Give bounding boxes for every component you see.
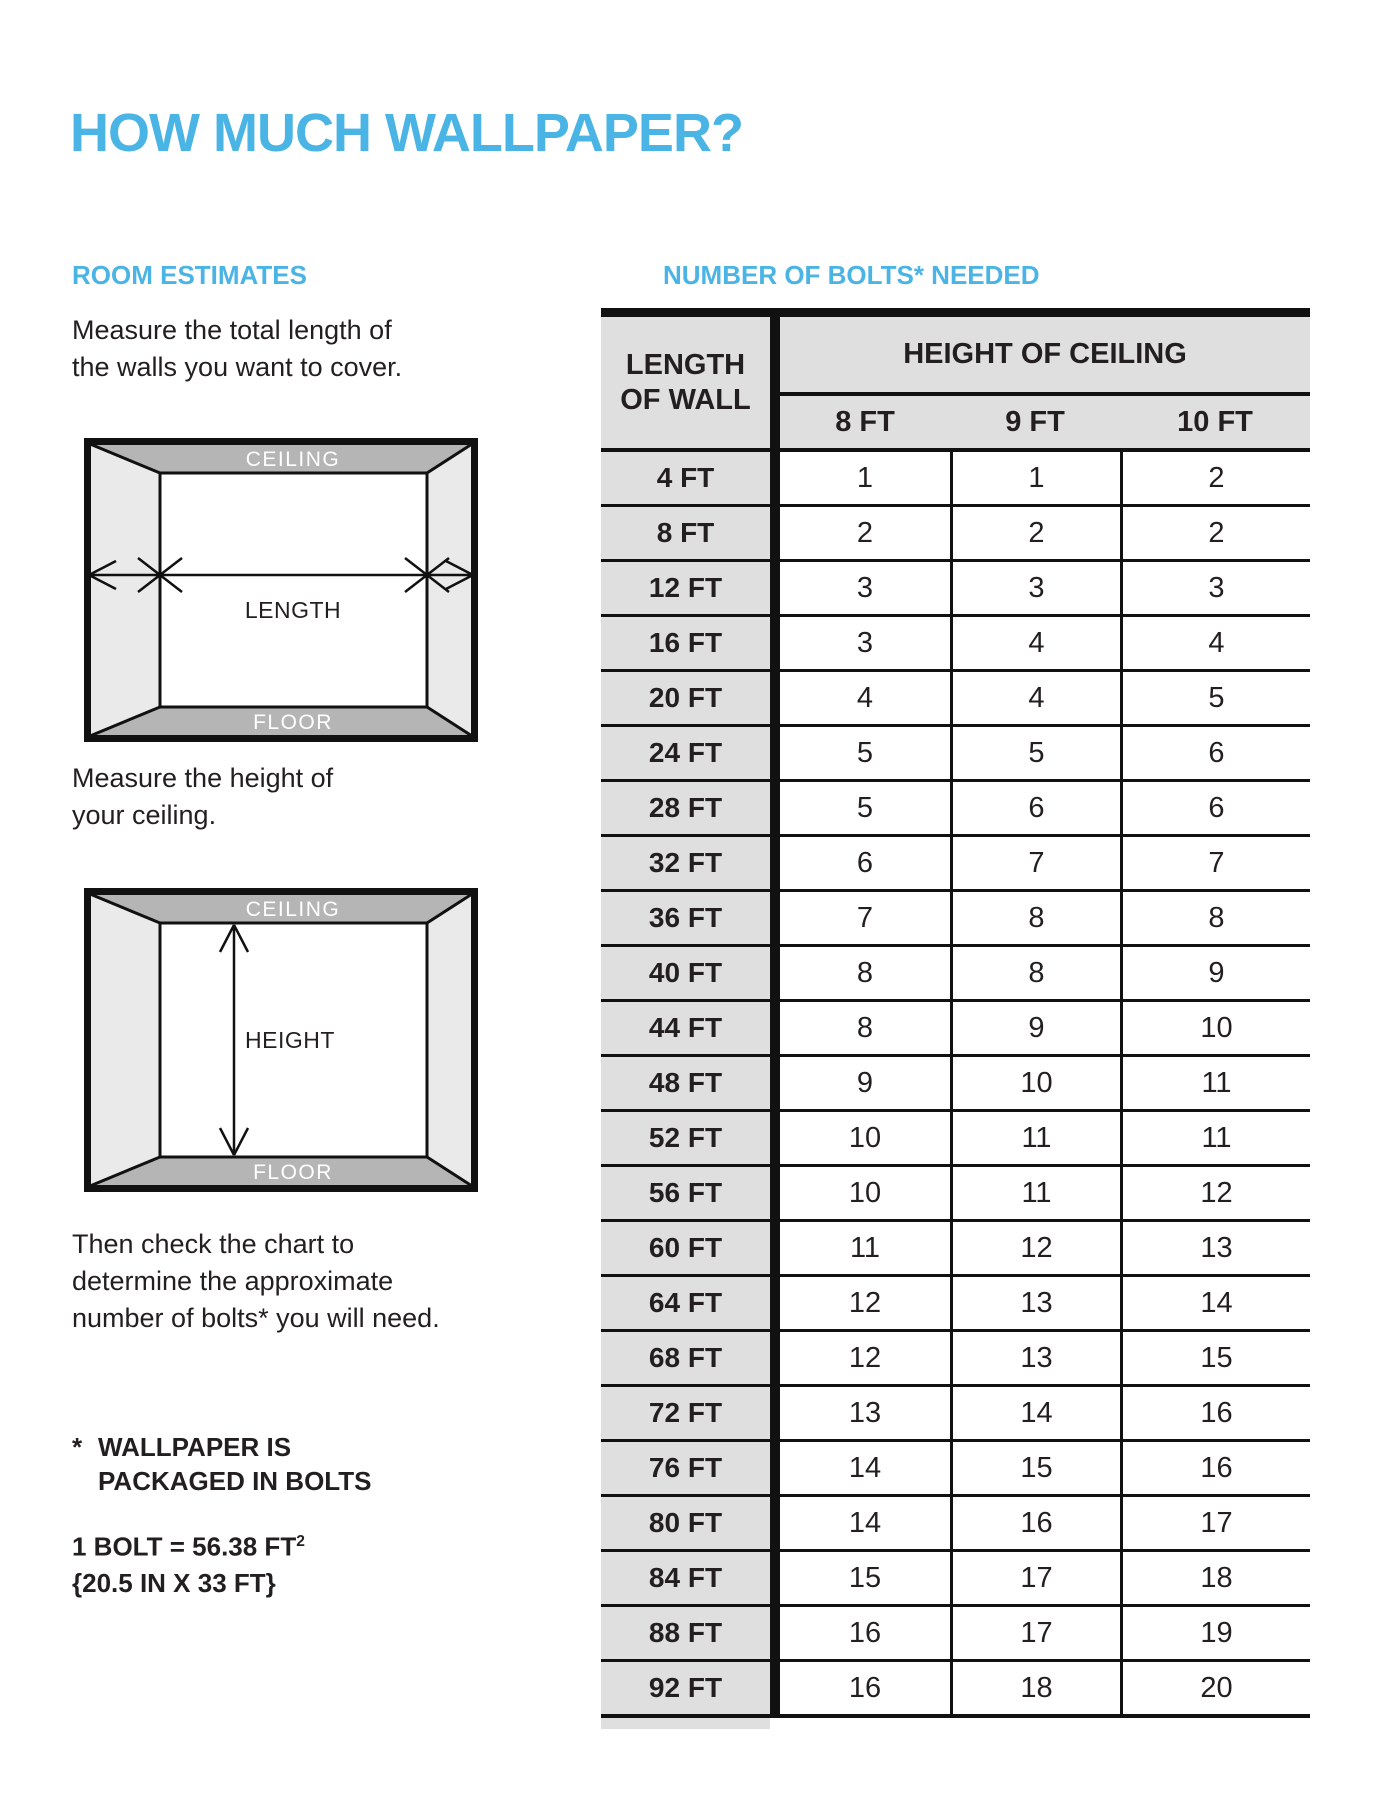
bolts-value-cell: 2 [950, 507, 1120, 559]
bolts-value-cell: 4 [1120, 617, 1310, 669]
room-estimates-heading: ROOM ESTIMATES [72, 260, 307, 290]
bolt-size-info [72, 1524, 305, 1601]
bolts-value-cell: 9 [950, 1002, 1120, 1054]
wall-length-cell: 76 FT [601, 1442, 770, 1494]
bolts-value-cell: 7 [950, 837, 1120, 889]
bolts-value-cell: 16 [780, 1607, 950, 1659]
bolts-value-cell: 4 [950, 617, 1120, 669]
wall-length-cell: 16 FT [601, 617, 770, 669]
wall-length-cell: 40 FT [601, 947, 770, 999]
wall-length-cell: 20 FT [601, 672, 770, 724]
paragraph-line: Measure the total length of [72, 315, 392, 345]
bolts-value-cell: 11 [780, 1222, 950, 1274]
wall-length-cell: 60 FT [601, 1222, 770, 1274]
bolts-value-cell: 13 [950, 1332, 1120, 1384]
bolts-value-cell: 8 [950, 892, 1120, 944]
bolts-value-cell: 16 [1120, 1442, 1310, 1494]
row-header-cell [601, 317, 770, 448]
bolts-value-cell: 6 [1120, 782, 1310, 834]
bolts-value-cell: 4 [950, 672, 1120, 724]
table-row [601, 1607, 1310, 1662]
table-row [601, 1442, 1310, 1497]
right-wall [427, 894, 472, 1186]
wall-length-cell: 72 FT [601, 1387, 770, 1439]
bolts-value-cell: 13 [1120, 1222, 1310, 1274]
row-header-line: LENGTH [625, 348, 746, 381]
column-divider [770, 1442, 780, 1494]
bolts-value-cell: 5 [1120, 672, 1310, 724]
bolts-value-cell: 18 [1120, 1552, 1310, 1604]
bolts-value-cell: 14 [950, 1387, 1120, 1439]
column-headers [780, 317, 1310, 448]
bolts-value-cell: 2 [780, 507, 950, 559]
bolts-needed-heading: NUMBER OF BOLTS* NEEDED [663, 260, 1040, 290]
page-title: HOW MUCH WALLPAPER? [70, 103, 743, 164]
column-divider [770, 727, 780, 779]
right-wall [427, 444, 472, 736]
bolts-value-cell: 8 [1120, 892, 1310, 944]
bolts-value-cell: 9 [780, 1057, 950, 1109]
wall-length-cell: 32 FT [601, 837, 770, 889]
table-body [601, 452, 1310, 1714]
bolts-value-cell: 14 [1120, 1277, 1310, 1329]
bolts-value-cell: 16 [950, 1497, 1120, 1549]
column-group-header: HEIGHT OF CEILING [780, 317, 1310, 392]
paragraph-line: number of bolts* you will need. [72, 1303, 440, 1333]
footnote-asterisk: * [72, 1432, 83, 1462]
wall-length-cell: 28 FT [601, 782, 770, 834]
wall-length-cell: 48 FT [601, 1057, 770, 1109]
left-wall [90, 894, 160, 1186]
bolts-value-cell: 10 [950, 1057, 1120, 1109]
measure-height-paragraph [72, 760, 333, 834]
ceiling-label: CEILING [245, 898, 341, 921]
check-chart-paragraph [72, 1226, 440, 1337]
bolts-value-cell: 16 [780, 1662, 950, 1714]
bolts-value-cell: 2 [1120, 452, 1310, 504]
wall-length-cell: 44 FT [601, 1002, 770, 1054]
bolts-footnote [72, 1430, 371, 1498]
bolts-value-cell: 8 [950, 947, 1120, 999]
bolts-value-cell: 11 [950, 1112, 1120, 1164]
bolts-value-cell: 1 [780, 452, 950, 504]
bolts-value-cell: 15 [1120, 1332, 1310, 1384]
bolts-value-cell: 16 [1120, 1387, 1310, 1439]
table-row [601, 562, 1310, 617]
bolts-value-cell: 13 [950, 1277, 1120, 1329]
bolts-value-cell: 15 [950, 1442, 1120, 1494]
wall-length-cell: 80 FT [601, 1497, 770, 1549]
paragraph-line: Measure the height of [72, 763, 334, 793]
wall-length-cell: 52 FT [601, 1112, 770, 1164]
bolts-value-cell: 7 [1120, 837, 1310, 889]
column-divider [770, 1002, 780, 1054]
bolts-value-cell: 17 [950, 1607, 1120, 1659]
bolts-value-cell: 11 [950, 1167, 1120, 1219]
table-row [601, 617, 1310, 672]
wall-length-cell: 56 FT [601, 1167, 770, 1219]
floor-label: FLOOR [253, 1161, 333, 1184]
wall-length-cell: 4 FT [601, 452, 770, 504]
paragraph-line: your ceiling. [72, 800, 217, 830]
column-divider [770, 452, 780, 504]
bolts-value-cell: 5 [780, 782, 950, 834]
bolts-value-cell: 12 [780, 1277, 950, 1329]
wall-length-cell: 68 FT [601, 1332, 770, 1384]
footnote-line: WALLPAPER IS [98, 1432, 292, 1462]
wall-length-cell: 92 FT [601, 1662, 770, 1714]
bolts-value-cell: 12 [1120, 1167, 1310, 1219]
table-row [601, 837, 1310, 892]
wall-length-cell: 64 FT [601, 1277, 770, 1329]
table-row [601, 947, 1310, 1002]
bolts-value-cell: 11 [1120, 1057, 1310, 1109]
bolts-value-cell: 1 [950, 452, 1120, 504]
bolts-value-cell: 4 [780, 672, 950, 724]
wall-length-cell: 84 FT [601, 1552, 770, 1604]
table-row [601, 1552, 1310, 1607]
bolts-value-cell: 7 [780, 892, 950, 944]
column-divider [770, 1277, 780, 1329]
column-divider [770, 782, 780, 834]
table-row [601, 1277, 1310, 1332]
bolts-value-cell: 12 [780, 1332, 950, 1384]
table-row [601, 727, 1310, 782]
wall-length-cell: 88 FT [601, 1607, 770, 1659]
bolts-value-cell: 12 [950, 1222, 1120, 1274]
bolt-equation-exponent: 2 [296, 1533, 305, 1550]
column-header-10ft: 10 FT [1177, 405, 1253, 438]
table-row [601, 892, 1310, 947]
table-row [601, 1112, 1310, 1167]
bolts-value-cell: 18 [950, 1662, 1120, 1714]
bolts-value-cell: 20 [1120, 1662, 1310, 1714]
bolts-value-cell: 14 [780, 1442, 950, 1494]
bolts-value-cell: 15 [780, 1552, 950, 1604]
column-divider [770, 1497, 780, 1549]
bolts-value-cell: 17 [950, 1552, 1120, 1604]
bolt-equation [72, 1524, 305, 1565]
column-divider [770, 1387, 780, 1439]
bolts-value-cell: 13 [780, 1387, 950, 1439]
footnote-line: PACKAGED IN BOLTS [98, 1466, 372, 1496]
wall-length-cell: 36 FT [601, 892, 770, 944]
bolts-table [601, 308, 1310, 1729]
height-label: HEIGHT [245, 1027, 335, 1053]
wall-length-cell: 8 FT [601, 507, 770, 559]
bolts-value-cell: 5 [950, 727, 1120, 779]
column-divider [770, 1607, 780, 1659]
ceiling-label: CEILING [245, 448, 341, 471]
column-divider [770, 562, 780, 614]
bolts-value-cell: 3 [950, 562, 1120, 614]
bolts-value-cell: 9 [1120, 947, 1310, 999]
bolts-value-cell: 10 [780, 1112, 950, 1164]
length-label: LENGTH [244, 597, 342, 623]
paragraph-line: Then check the chart to [72, 1229, 355, 1259]
room-length-diagram [84, 438, 478, 742]
table-row [601, 1387, 1310, 1442]
table-row [601, 672, 1310, 727]
bolts-value-cell: 8 [780, 947, 950, 999]
bolts-value-cell: 6 [780, 837, 950, 889]
column-divider [770, 837, 780, 889]
table-footer-stub [601, 1718, 770, 1729]
column-divider [770, 1332, 780, 1384]
table-top-border [601, 308, 1310, 317]
column-divider [770, 1552, 780, 1604]
bolts-value-cell: 10 [1120, 1002, 1310, 1054]
bolt-equation-text: 1 BOLT = 56.38 FT [72, 1531, 297, 1562]
row-header-line: OF WALL [620, 383, 751, 416]
table-row [601, 452, 1310, 507]
table-row [601, 1222, 1310, 1277]
wall-length-cell: 12 FT [601, 562, 770, 614]
column-header-row [780, 396, 1310, 448]
column-divider [770, 1167, 780, 1219]
floor-label: FLOOR [253, 711, 333, 734]
column-divider [770, 1222, 780, 1274]
bolts-value-cell: 6 [1120, 727, 1310, 779]
bolts-value-cell: 8 [780, 1002, 950, 1054]
column-divider [770, 317, 780, 448]
table-header [601, 317, 1310, 448]
column-divider [770, 672, 780, 724]
column-divider [770, 1112, 780, 1164]
bolts-value-cell: 10 [780, 1167, 950, 1219]
table-row [601, 1662, 1310, 1714]
table-row [601, 1057, 1310, 1112]
bolts-value-cell: 2 [1120, 507, 1310, 559]
left-wall [90, 444, 160, 736]
table-row [601, 782, 1310, 837]
wall-length-cell: 24 FT [601, 727, 770, 779]
bolt-dimensions: {20.5 IN X 33 FT} [72, 1567, 276, 1598]
room-height-diagram [84, 888, 478, 1192]
table-row [601, 1497, 1310, 1552]
column-divider [770, 507, 780, 559]
column-divider [770, 892, 780, 944]
bolts-value-cell: 6 [950, 782, 1120, 834]
column-divider [770, 1662, 780, 1714]
bolts-value-cell: 17 [1120, 1497, 1310, 1549]
bolts-value-cell: 11 [1120, 1112, 1310, 1164]
paragraph-line: the walls you want to cover. [72, 352, 403, 382]
bolts-value-cell: 5 [780, 727, 950, 779]
bolts-value-cell: 3 [780, 562, 950, 614]
measure-length-paragraph [72, 312, 402, 386]
table-row [601, 1002, 1310, 1057]
back-wall [160, 473, 427, 707]
table-row [601, 1332, 1310, 1387]
column-divider [770, 617, 780, 669]
table-row [601, 507, 1310, 562]
column-header-8ft: 8 FT [835, 405, 895, 438]
bolts-value-cell: 3 [1120, 562, 1310, 614]
column-divider [770, 947, 780, 999]
table-row [601, 1167, 1310, 1222]
column-header-9ft: 9 FT [1005, 405, 1065, 438]
paragraph-line: determine the approximate [72, 1266, 394, 1296]
bolts-value-cell: 14 [780, 1497, 950, 1549]
column-divider [770, 1057, 780, 1109]
bolts-value-cell: 19 [1120, 1607, 1310, 1659]
bolts-value-cell: 3 [780, 617, 950, 669]
